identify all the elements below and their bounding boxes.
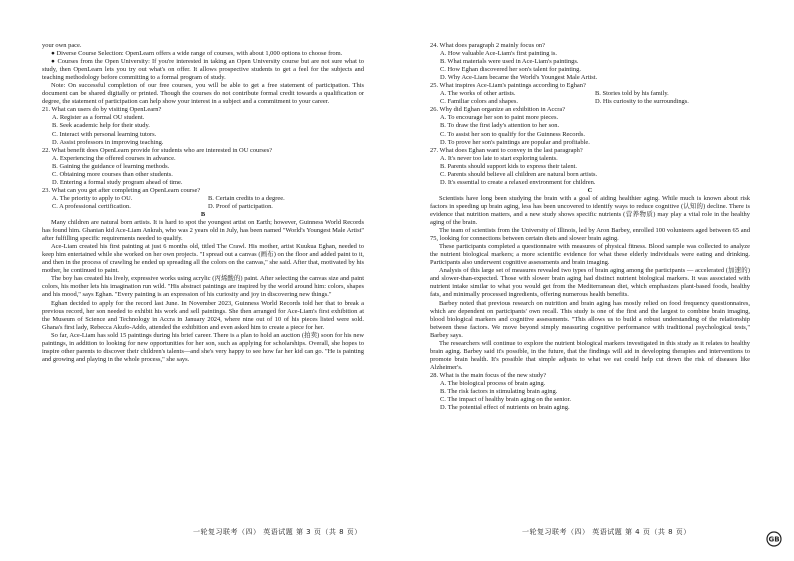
option: C. Obtaining more courses than other students. bbox=[52, 170, 173, 178]
passage-c-paragraph: Scientists have long been studying the brain with a goal of aiding healthier aging. While much is known about risk factors in speeding up brain aging, less has been uncovered to identify ways to reduce cognitive (认知的) decline. There is evidence that nutrition matters, and a new study shows specific nutrients (营养物质) may play a vital role in the healthy aging of the brain. bbox=[430, 194, 750, 227]
option: A. Experiencing the offered courses in advance. bbox=[52, 154, 176, 162]
option: B. Certain credits to a degree. bbox=[208, 194, 285, 202]
option: A. It's never too late to start exploring talents. bbox=[440, 154, 558, 162]
option: C. The impact of healthy brain aging on the senior. bbox=[440, 396, 571, 404]
option: B. To draw the first lady's attention to her son. bbox=[440, 122, 560, 130]
option: B. Gaining the guidance of learning methods. bbox=[52, 162, 170, 170]
option: B. What materials were used in Ace-Liam's paintings. bbox=[440, 58, 579, 66]
option: C. How Eghan discovered her son's talent for painting. bbox=[440, 66, 581, 74]
option: A. The works of other artists. bbox=[440, 90, 516, 98]
option: D. His curiosity to the surroundings. bbox=[595, 98, 689, 106]
option-row bbox=[430, 90, 750, 98]
option: B. Stories told by his family. bbox=[595, 90, 669, 98]
right-column bbox=[430, 42, 750, 412]
option: B. Seek academic help for their study. bbox=[52, 122, 150, 130]
option: A. The biological process of brain aging. bbox=[440, 379, 546, 387]
option: D. Assist professors in improving teaching. bbox=[52, 138, 164, 146]
question-21-stem: 21. What can users do by visiting OpenLearn? bbox=[42, 106, 162, 114]
question-25-stem: 25. What inspires Ace-Liam's paintings according to Eghan? bbox=[430, 82, 586, 90]
page-footer-left: 一轮复习联考（四） 英语试题 第 3 页（共 8 页） bbox=[193, 528, 362, 536]
logo-text: GB bbox=[768, 535, 780, 544]
option: D. Entering a formal study program ahead of time. bbox=[52, 178, 183, 186]
passage-b-paragraph: Many children are natural born artists. It is hard to spot the youngest artist on Earth; however, Guinness World Records has found him. Ghanian kid Ace-Liam Ankrah, who was 2 years old in July, has been named "World's Youngest Male Artist" after fulfilling specific requirements needed to qualify. bbox=[42, 219, 364, 243]
option: A. To encourage her son to paint more pieces. bbox=[440, 114, 559, 122]
option: D. Proof of participation. bbox=[208, 202, 273, 210]
option: A. Register as a formal OU student. bbox=[52, 114, 145, 122]
question-23-stem: 23. What can you get after completing an OpenLearn course? bbox=[42, 186, 201, 194]
question-26-stem: 26. Why did Eghan organize an exhibition in Accra? bbox=[430, 106, 566, 114]
option: C. A professional certification. bbox=[52, 202, 131, 210]
intro-paragraph: your own pace. bbox=[42, 42, 82, 49]
passage-c-paragraph: Analysis of this large set of measures revealed two types of brain aging among the participants — accelerated (加速的) and slower-than-expected. Those with slower brain aging had distinct nutrient biological markers. It was associated with nutrient intake similar to what you would get from the Mediterranean diet, which emphasizes plant-based foods, healthy fats, and minimally processed ingredients, offering numerous health benefits. bbox=[430, 267, 750, 299]
passage-c-paragraph: These participants completed a questionnaire with measures of physical fitness. Blood sample was collected to analyze the nutrient biological markers; a more scientific evidence for what these elderly individuals were eating and drinking. Participants also underwent cognitive assessments and brain imaging. bbox=[430, 243, 750, 267]
option: B. The risk factors in stimulating brain aging. bbox=[440, 388, 558, 396]
option: A. How valuable Ace-Liam's first painting is. bbox=[440, 50, 558, 58]
bullet-diverse-courses: ● Diverse Course Selection: OpenLearn offers a wide range of courses, with about 1,000 options to choose from. bbox=[51, 50, 343, 58]
option-row bbox=[42, 195, 364, 203]
passage-b-paragraph: Ace-Liam created his first painting at just 6 months old, titled The Crawl. His mother, artist Kuukua Eghan, needed to keep him entertained while she worked on her own projects. "I spread out a canvas (画布) on the floor and added paint to it, and then in the process of crawling he ended up spreading all the colors on the canvas," she said. After that, motivated by his mother, he continued to paint. bbox=[42, 243, 364, 275]
corner-logo-icon bbox=[766, 531, 782, 547]
option-row bbox=[42, 203, 364, 211]
option-row bbox=[430, 98, 750, 106]
passage-b-paragraph: Eghan decided to apply for the record last June. In November 2023, Guinness World Records told her that to break a previous record, her son needed to exhibit his work and sell paintings. She then arranged for Ace-Liam's first exhibition at the Museum of Science and Technology in Accra in January 2024, where nine out of 10 of his pieces listed were sold. Ghana's first lady, Rebecca Akufo-Addo, attended the exhibition and even asked him to create a piece for her. bbox=[42, 299, 364, 331]
page-footer-right: 一轮复习联考（四） 英语试题 第 4 页（共 8 页） bbox=[522, 528, 691, 536]
option: C. To assist her son to qualify for the Guinness Records. bbox=[440, 130, 585, 138]
option: D. To prove her son's paintings are popular and profitable. bbox=[440, 138, 590, 146]
left-column bbox=[42, 42, 364, 364]
option: D. It's essential to create a relaxed environment for children. bbox=[440, 178, 596, 186]
passage-c-paragraph: The researchers will continue to explore the nutrient biological markers investigated in this study as it relates to healthy brain aging. Barbey said it's possible, in the future, that the findings will aid in developing therapies and interventions to promote brain health. It's possible that simple adjusts to what we eat could help cut down the risk of diseases like Alzheimer's. bbox=[430, 339, 750, 371]
question-28-stem: 28. What is the main focus of the new study? bbox=[430, 371, 547, 379]
passage-c-paragraph: Barbey noted that previous research on nutrition and brain aging has mostly relied on food frequency questionnaires, which are dependent on participants' own recall. This study is one of the first and the largest to combine brain imaging, blood biological markers and cognitive assessments. "This allows us to build a robust understanding of the relationship between these factors. We move beyond simply measuring cognitive performance with traditional psychological tests," Barbey says. bbox=[430, 299, 750, 339]
section-c-heading: C bbox=[587, 186, 593, 194]
bullet-open-university: ● Courses from the Open University: If you're interested in taking an Open University course but are not sure what to study, then OpenLearn lets you try out what's on offer. It allows prospective students to get a feel for the subjects and teaching methodology before committing to a formal program of study. bbox=[42, 58, 364, 82]
question-24-stem: 24. What does paragraph 2 mainly focus on? bbox=[430, 42, 546, 49]
section-b-heading: B bbox=[200, 210, 206, 218]
option: C. Interact with personal learning tutors. bbox=[52, 130, 157, 138]
passage-b-paragraph: The boy has created his lively, expressive works using acrylic (丙烯酸的) paint. After selecting the canvas size and paint colors, his mother lets his imagination run wild. "His abstract paintings are inspired by the world around him: colors, shapes and his mood," says Eghan. "Every painting is an expression of his curiosity and joy in discovering new things." bbox=[42, 275, 364, 299]
option: C. Familiar colors and shapes. bbox=[440, 98, 518, 106]
option: C. Parents should believe all children are natural born artists. bbox=[440, 170, 598, 178]
option: D. The potential effect of nutrients on brain aging. bbox=[440, 404, 570, 412]
question-27-stem: 27. What does Eghan want to convey in the last paragraph? bbox=[430, 146, 583, 154]
option: A. The priority to apply to OU. bbox=[52, 194, 133, 202]
note-paragraph: Note: On successful completion of our free courses, you will be able to get a free statement of participation. This document can be shared digitally or printed. Though the courses do not contribute formal credit towards a qualification or degree, the statement of participation can help show your interest in a subject and a commitment to your career. bbox=[42, 82, 364, 106]
passage-c-paragraph: The team of scientists from the University of Illinois, led by Aron Barbey, enrolled 100 volunteers aged between 65 and 75, looking for connections between certain diets and slower brain aging. bbox=[430, 227, 750, 243]
question-22-stem: 22. What benefit does OpenLearn provide for students who are interested in OU courses? bbox=[42, 146, 273, 154]
option: B. Parents should support kids to express their talent. bbox=[440, 162, 577, 170]
option: D. Why Ace-Liam became the World's Youngest Male Artist. bbox=[440, 74, 598, 82]
passage-b-paragraph: So far, Ace-Liam has sold 15 paintings during his brief career. There is a plan to hold an auction (拍卖) soon for his new paintings, in addition to looking for new opportunities for her son, such as applying for scholarships. Overall, she hopes to inspire other parents to discover their children's talents—and she's very happy to see how far her kid can go. "He is painting and growing and playing in the whole process," she says. bbox=[42, 331, 364, 363]
